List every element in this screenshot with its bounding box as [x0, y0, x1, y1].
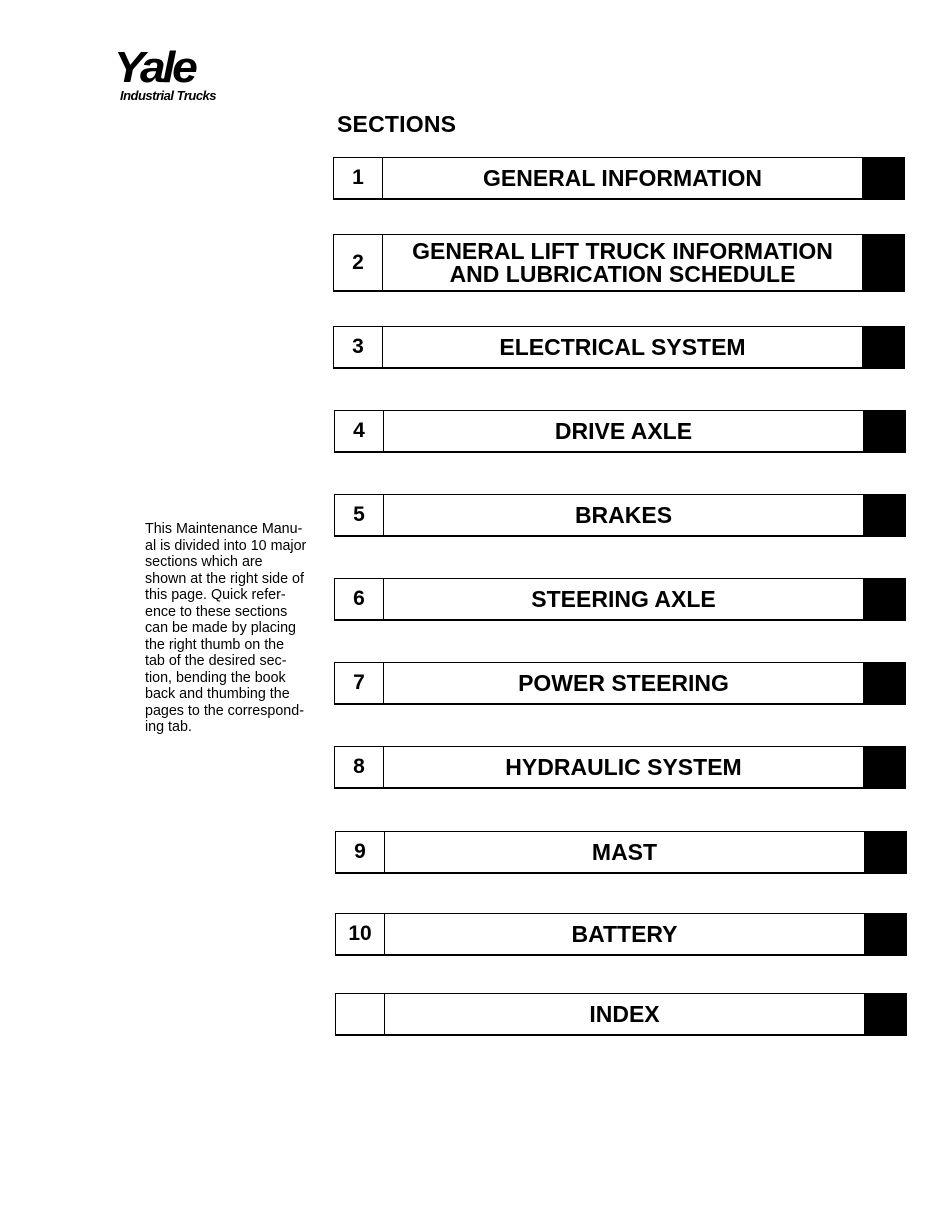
- thumb-tab-marker: [862, 327, 904, 367]
- section-number: 5: [335, 495, 384, 535]
- section-tab-2[interactable]: [333, 234, 905, 292]
- section-number: 2: [334, 235, 383, 290]
- section-tab-4[interactable]: [334, 410, 906, 453]
- section-title: DRIVE AXLE: [554, 417, 693, 444]
- description-line: al is divided into 10 major: [145, 537, 307, 554]
- section-title: INDEX: [589, 1000, 660, 1027]
- thumb-tab-marker: [862, 158, 904, 198]
- section-tab-9[interactable]: [335, 831, 907, 874]
- section-title: MAST: [591, 838, 658, 865]
- description-line: the right thumb on the: [145, 636, 285, 653]
- section-tab-index[interactable]: [335, 993, 907, 1036]
- page-title: SECTIONS: [337, 111, 457, 137]
- description-line: tab of the desired sec-: [145, 653, 287, 669]
- logo-subtitle: Industrial Trucks: [120, 88, 217, 103]
- section-title: BRAKES: [574, 501, 673, 528]
- section-number: 7: [335, 663, 384, 703]
- description-line: pages to the correspond-: [145, 702, 304, 719]
- thumb-tab-marker: [863, 747, 905, 787]
- section-tab-1[interactable]: [333, 157, 905, 200]
- description-line: ing tab.: [145, 719, 192, 735]
- description-line: sections which are: [145, 554, 263, 570]
- section-tab-10[interactable]: [335, 913, 907, 956]
- description-line: tion, bending the book: [145, 669, 286, 686]
- thumb-tab-marker: [863, 495, 905, 535]
- yale-logo: [114, 43, 244, 106]
- section-number: 6: [335, 579, 384, 619]
- section-title: ELECTRICAL SYSTEM: [499, 333, 746, 360]
- section-tab-5[interactable]: [334, 494, 906, 537]
- description-text: [145, 521, 317, 736]
- description-line: ence to these sections: [145, 603, 288, 620]
- description-line: can be made by placing: [145, 620, 297, 636]
- thumb-tab-marker: [864, 832, 906, 872]
- section-number: 8: [335, 747, 384, 787]
- section-tab-7[interactable]: [334, 662, 906, 705]
- thumb-tab-marker: [864, 994, 906, 1034]
- section-title: STEERING AXLE: [531, 585, 716, 612]
- section-number: [336, 994, 385, 1034]
- description-line: this page. Quick refer-: [145, 587, 286, 603]
- thumb-tab-marker: [862, 235, 904, 290]
- description-line: This Maintenance Manu-: [145, 521, 303, 537]
- thumb-tab-marker: [863, 579, 905, 619]
- logo-brand: Yale: [114, 43, 195, 92]
- thumb-tab-marker: [864, 914, 906, 954]
- description-line: back and thumbing the: [145, 686, 290, 702]
- section-tab-8[interactable]: [334, 746, 906, 789]
- section-tab-3[interactable]: [333, 326, 905, 369]
- thumb-tab-marker: [863, 663, 905, 703]
- thumb-tab-marker: [863, 411, 905, 451]
- section-number: 1: [334, 158, 383, 198]
- section-number: 4: [335, 411, 384, 451]
- section-title: GENERAL INFORMATION: [483, 164, 762, 191]
- section-title: HYDRAULIC SYSTEM: [505, 753, 742, 780]
- section-number: 3: [334, 327, 383, 367]
- section-number: 10: [336, 914, 385, 954]
- section-number: 9: [336, 832, 385, 872]
- section-tab-6[interactable]: [334, 578, 906, 621]
- section-title: POWER STEERING: [518, 669, 729, 696]
- section-title: BATTERY: [571, 920, 678, 947]
- description-line: shown at the right side of: [145, 570, 304, 587]
- section-title: GENERAL LIFT TRUCK INFORMATION AND LUBRICATION SCHEDULE: [412, 237, 833, 287]
